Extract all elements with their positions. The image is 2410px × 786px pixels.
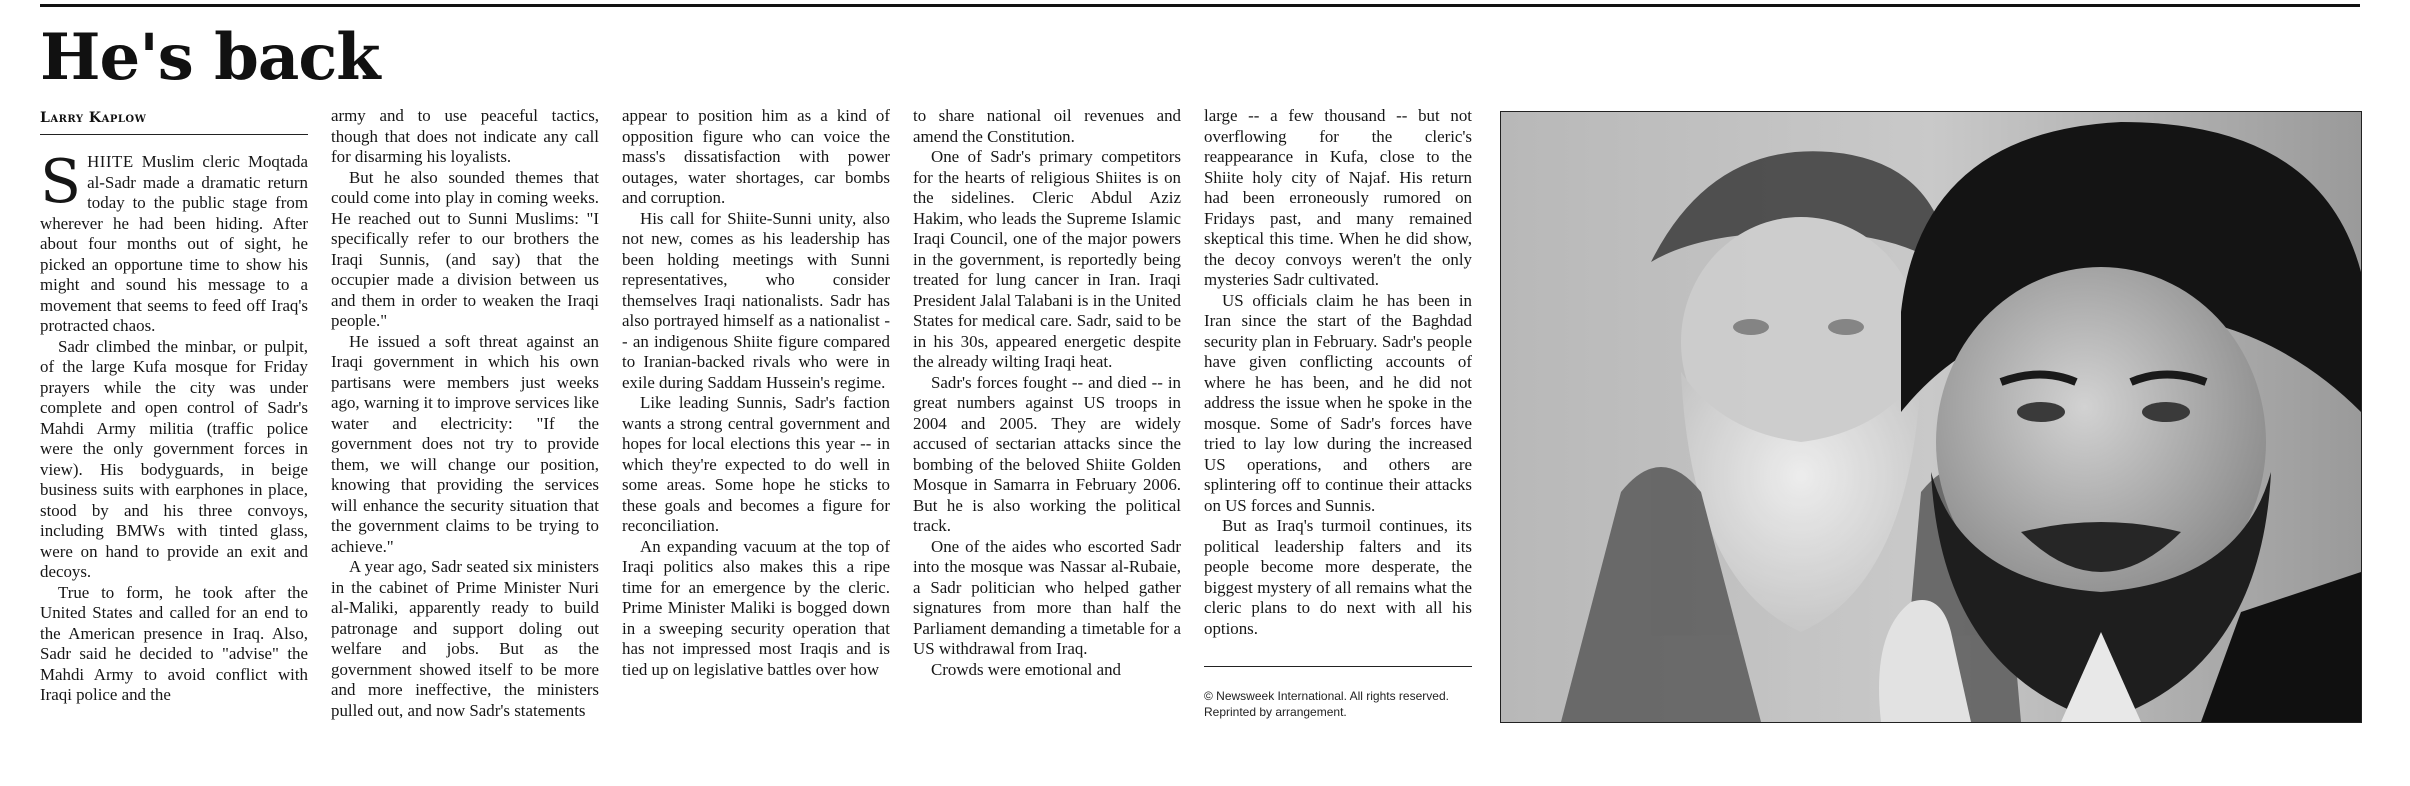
paragraph: True to form, he took after the United States and called for an end to the American presence in Iraq. Also, Sadr said he decided to "advise" the Mahdi Army to avoid conflict with Iraqi police and the xyxy=(40,582,308,704)
paragraph: large -- a few thousand -- but not overflowing for the cleric's reappearance in Kufa, close to the Shiite holy city of Najaf. His return had been erroneously rumored on Fridays past, and many remained skeptical this time. When he did show, the decoy convoys weren't the only mysteries Sadr cultivated. xyxy=(1204,106,1472,289)
paragraph: US officials claim he has been in Iran since the start of the Baghdad security plan in February. Sadr's people have given conflicting accounts of where he has been, and he did not address the issue when he spoke in the mosque. Some of Sadr's forces have tried to lay low during the increased US operations, and others are splintering off to continue their attacks on US forces and Sunnis. xyxy=(1204,290,1472,515)
lead-small-caps: HIITE xyxy=(87,152,134,171)
paragraph: An expanding vacuum at the top of Iraqi politics also makes this a ripe time for an emergence by the cleric. Prime Minister Maliki is bogged down in a sweeping security operation that has not impressed most Iraqis and is tied up on legislative battles over how xyxy=(622,536,890,679)
article-column-5 xyxy=(1204,106,1472,639)
paragraph: appear to position him as a kind of opposition figure who can voice the mass's dissatisfaction with power outages, water shortages, car bombs and corruption. xyxy=(622,106,890,207)
lead-paragraph xyxy=(40,147,308,337)
photo-illustration xyxy=(1501,112,2361,722)
paragraph: One of Sadr's primary competitors for the hearts of religious Shiites is on the sidelines. Cleric Abdul Aziz Hakim, who leads the Supreme Islamic Iraqi Council, one of the major powers in the government, is reportedly being treated for lung cancer in Iran. Iraqi President Jalal Talabani is in the United States for medical care. Sadr, said to be in his 30s, appeared energetic despite the already wilting Iraqi heat. xyxy=(913,147,1181,371)
article-column-2 xyxy=(331,106,599,721)
paragraph: Sadr's forces fought -- and died -- in great numbers against US troops in 2004 and 2005. They are widely accused of sectarian attacks since the bombing of the beloved Shiite Golden Mosque in Samarra in February 2006. But he is also working the political track. xyxy=(913,372,1181,535)
article-photo xyxy=(1500,111,2362,723)
article-column-3 xyxy=(622,106,890,680)
article-column-4 xyxy=(913,106,1181,680)
paragraph: to share national oil revenues and amend the Constitution. xyxy=(913,106,1181,146)
credit-line: © Newsweek International. All rights reserved. xyxy=(1204,689,1449,703)
paragraph: Crowds were emotional and xyxy=(931,659,1121,679)
byline-rule xyxy=(40,134,308,135)
credit-line: Reprinted by arrangement. xyxy=(1204,705,1347,719)
drop-cap: S xyxy=(40,147,82,217)
photo-credit xyxy=(1204,688,1472,720)
article-column-1 xyxy=(40,147,308,706)
credit-rule xyxy=(1204,666,1472,667)
paragraph: His call for Shiite-Sunni unity, also not new, comes as his leadership has been holding meetings with Sunni representatives, who consider themselves Iraqi nationalists. Sadr has also portrayed himself as a nationalist -- an indigenous Shiite figure compared to Iranian-backed rivals who were in exile during Saddam Hussein's regime. xyxy=(622,208,890,392)
paragraph: One of the aides who escorted Sadr into the mosque was Nassar al-Rubaie, a Sadr politician who helped gather signatures from more than half the Parliament demanding a timetable for a US withdrawal from Iraq. xyxy=(913,536,1181,658)
headline: He's back xyxy=(40,20,380,95)
top-rule xyxy=(40,4,2360,7)
lead-text: Muslim cleric Moqtada al-Sadr made a dramatic return today to the public stage from wherever he had been hiding. After about four months out of sight, he picked an opportune time to show his might and sound his message to a movement that seems to feed off Iraq's protracted chaos. xyxy=(40,152,308,335)
paragraph: Sadr climbed the minbar, or pulpit, of the large Kufa mosque for Friday prayers while the city was under complete and open control of Sadr's Mahdi Army militia (traffic police were the only government forces in view). His bodyguards, in beige business suits with earphones in place, stood by and his three convoys, including BMWs with tinted glass, were on hand to provide an exit and decoys. xyxy=(40,336,308,581)
byline: Larry Kaplow xyxy=(40,110,147,126)
paragraph: He issued a soft threat against an Iraqi government in which his own partisans were members just weeks ago, warning it to improve services like water and electricity: "If the government does not try to provide them, we will change our position, knowing that providing the services will enhance the security situation that the government claims to be trying to achieve." xyxy=(331,331,599,556)
paragraph: A year ago, Sadr seated six ministers in the cabinet of Prime Minister Nuri al-Maliki, apparently ready to build patronage and support doling out welfare and jobs. But as the government showed itself to be more and more ineffective, the ministers pulled out, and now Sadr's statements xyxy=(331,557,599,720)
paragraph: But as Iraq's turmoil continues, its political leadership falters and its people become more desperate, the biggest mystery of all remains what the cleric plans to do next with all his options. xyxy=(1204,516,1472,638)
paragraph: Like leading Sunnis, Sadr's faction wants a strong central government and hopes for local elections this year -- in which they're expected to do well in some areas. Some hope he sticks to these goals and becomes a figure for reconciliation. xyxy=(622,393,890,535)
paragraph: army and to use peaceful tactics, though that does not indicate any call for disarming his loyalists. xyxy=(331,106,599,166)
paragraph: But he also sounded themes that could come into play in coming weeks. He reached out to Sunni Muslims: "I specifically refer to our brothers the Iraqi Sunnis, (and say) that the occupier made a division between us and them in order to weaken the Iraqi people." xyxy=(331,167,599,330)
